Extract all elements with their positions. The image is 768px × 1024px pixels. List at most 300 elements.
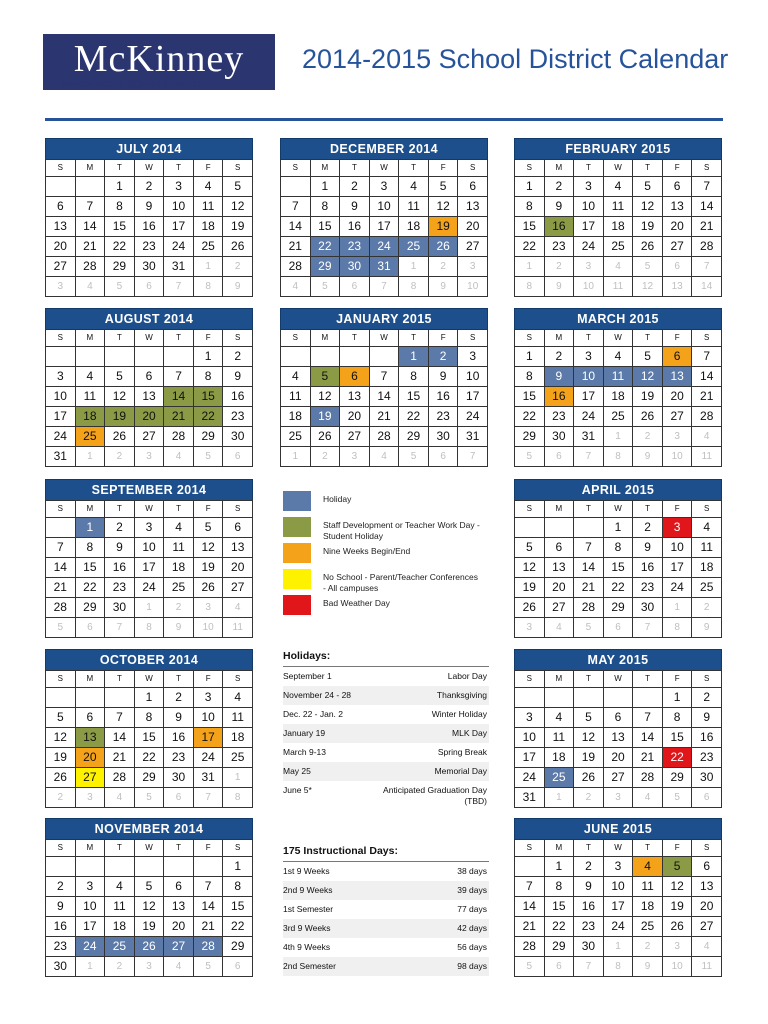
- day-cell: 3: [604, 857, 634, 877]
- weekday-header: S: [223, 330, 253, 347]
- day-cell: 1: [399, 347, 429, 367]
- day-cell: 7: [105, 708, 135, 728]
- day-cell: 8: [545, 877, 575, 897]
- day-cell: 1: [311, 177, 341, 197]
- empty-day-cell: [574, 518, 604, 538]
- weekday-header: S: [223, 160, 253, 177]
- day-cell: 21: [692, 387, 722, 407]
- day-cell: 24: [458, 407, 488, 427]
- day-cell: 2: [223, 347, 253, 367]
- next-month-day-cell: 11: [223, 618, 253, 638]
- day-cell: 13: [164, 897, 194, 917]
- next-month-day-cell: 4: [545, 618, 575, 638]
- day-cell: 23: [164, 748, 194, 768]
- day-cell: 20: [458, 217, 488, 237]
- day-cell: 27: [458, 237, 488, 257]
- weekday-header: S: [46, 840, 76, 857]
- month-title: JUNE 2015: [514, 818, 722, 839]
- day-cell: 26: [311, 427, 341, 447]
- instructional-period: 2nd Semester: [283, 961, 336, 971]
- weekday-header: W: [135, 160, 165, 177]
- day-cell: 30: [135, 257, 165, 277]
- day-cell: 8: [604, 538, 634, 558]
- weekday-header: S: [46, 330, 76, 347]
- next-month-day-cell: 5: [515, 447, 545, 467]
- next-month-day-cell: 3: [604, 788, 634, 808]
- day-cell: 10: [135, 538, 165, 558]
- month-december-2014: [280, 138, 488, 297]
- holiday-date: June 5*: [283, 785, 312, 795]
- day-cell: 28: [194, 937, 224, 957]
- next-month-day-cell: 12: [633, 277, 663, 297]
- day-cell: 6: [340, 367, 370, 387]
- weekday-header: F: [429, 160, 459, 177]
- weekday-header: S: [46, 501, 76, 518]
- weekday-header: T: [399, 160, 429, 177]
- instructional-days: 56 days: [457, 942, 487, 952]
- day-cell: 31: [46, 447, 76, 467]
- next-month-day-cell: 9: [692, 618, 722, 638]
- day-cell: 24: [574, 237, 604, 257]
- day-cell: 6: [458, 177, 488, 197]
- next-month-day-cell: 1: [135, 598, 165, 618]
- weekday-header: S: [223, 840, 253, 857]
- weekday-header: W: [604, 501, 634, 518]
- empty-day-cell: [281, 347, 311, 367]
- next-month-day-cell: 4: [692, 427, 722, 447]
- day-cell: 7: [692, 177, 722, 197]
- day-cell: 9: [340, 197, 370, 217]
- day-cell: 19: [663, 897, 693, 917]
- day-cell: 27: [545, 598, 575, 618]
- day-cell: 7: [164, 367, 194, 387]
- day-cell: 10: [76, 897, 106, 917]
- day-cell: 27: [164, 937, 194, 957]
- day-cell: 25: [633, 917, 663, 937]
- next-month-day-cell: 11: [692, 447, 722, 467]
- month-grid: [514, 159, 722, 297]
- day-cell: 30: [545, 427, 575, 447]
- day-cell: 22: [76, 578, 106, 598]
- day-cell: 9: [545, 367, 575, 387]
- next-month-day-cell: 1: [281, 447, 311, 467]
- empty-day-cell: [281, 177, 311, 197]
- day-cell: 25: [604, 407, 634, 427]
- day-cell: 6: [663, 177, 693, 197]
- instructional-period: 2nd 9 Weeks: [283, 885, 333, 895]
- weekday-header: W: [604, 160, 634, 177]
- weekday-header: T: [633, 330, 663, 347]
- next-month-day-cell: 1: [76, 957, 106, 977]
- month-title: DECEMBER 2014: [280, 138, 488, 159]
- day-cell: 24: [164, 237, 194, 257]
- weekday-header: T: [105, 501, 135, 518]
- instructional-row: [283, 938, 489, 957]
- day-cell: 12: [135, 897, 165, 917]
- day-cell: 8: [76, 538, 106, 558]
- day-cell: 13: [604, 728, 634, 748]
- header-divider: [45, 118, 723, 121]
- day-cell: 10: [164, 197, 194, 217]
- day-cell: 31: [458, 427, 488, 447]
- instructional-period: 1st 9 Weeks: [283, 866, 330, 876]
- next-month-day-cell: 10: [194, 618, 224, 638]
- next-month-day-cell: 8: [515, 277, 545, 297]
- legend-label: Staff Development or Teacher Work Day - Student Holiday: [323, 520, 480, 541]
- day-cell: 30: [105, 598, 135, 618]
- month-february-2015: [514, 138, 722, 297]
- weekday-header: W: [370, 330, 400, 347]
- next-month-day-cell: 1: [399, 257, 429, 277]
- day-cell: 9: [164, 708, 194, 728]
- next-month-day-cell: 5: [663, 788, 693, 808]
- day-cell: 29: [194, 427, 224, 447]
- month-grid: [514, 839, 722, 977]
- day-cell: 17: [574, 387, 604, 407]
- weekday-header: M: [76, 671, 106, 688]
- instructional-row: [283, 862, 489, 881]
- day-cell: 20: [46, 237, 76, 257]
- holiday-date: January 19: [283, 728, 326, 738]
- day-cell: 11: [604, 367, 634, 387]
- day-cell: 13: [692, 877, 722, 897]
- day-cell: 10: [515, 728, 545, 748]
- empty-day-cell: [135, 857, 165, 877]
- weekday-header: F: [194, 330, 224, 347]
- holiday-date: March 9-13: [283, 747, 326, 757]
- day-cell: 3: [663, 518, 693, 538]
- weekday-header: F: [663, 840, 693, 857]
- day-cell: 3: [164, 177, 194, 197]
- day-cell: 2: [429, 347, 459, 367]
- next-month-day-cell: 2: [164, 598, 194, 618]
- day-cell: 7: [370, 367, 400, 387]
- weekday-header: T: [633, 671, 663, 688]
- next-month-day-cell: 8: [135, 618, 165, 638]
- day-cell: 6: [604, 708, 634, 728]
- next-month-day-cell: 14: [692, 277, 722, 297]
- day-cell: 15: [135, 728, 165, 748]
- day-cell: 2: [545, 347, 575, 367]
- empty-day-cell: [76, 177, 106, 197]
- day-cell: 7: [633, 708, 663, 728]
- day-cell: 18: [692, 558, 722, 578]
- day-cell: 9: [105, 538, 135, 558]
- empty-day-cell: [194, 857, 224, 877]
- next-month-day-cell: 6: [223, 447, 253, 467]
- day-cell: 23: [692, 748, 722, 768]
- next-month-day-cell: 8: [604, 447, 634, 467]
- day-cell: 9: [46, 897, 76, 917]
- day-cell: 17: [194, 728, 224, 748]
- day-cell: 3: [76, 877, 106, 897]
- weekday-header: W: [604, 330, 634, 347]
- weekday-header: M: [545, 160, 575, 177]
- weekday-header: T: [105, 840, 135, 857]
- day-cell: 20: [135, 407, 165, 427]
- day-cell: 9: [545, 197, 575, 217]
- empty-day-cell: [164, 347, 194, 367]
- month-grid: [514, 329, 722, 467]
- next-month-day-cell: 11: [692, 957, 722, 977]
- weekday-header: T: [105, 671, 135, 688]
- weekday-header: T: [574, 160, 604, 177]
- weekday-header: W: [135, 671, 165, 688]
- day-cell: 26: [633, 407, 663, 427]
- day-cell: 6: [223, 518, 253, 538]
- day-cell: 13: [340, 387, 370, 407]
- day-cell: 15: [545, 897, 575, 917]
- empty-day-cell: [46, 177, 76, 197]
- weekday-header: W: [604, 671, 634, 688]
- day-cell: 2: [692, 688, 722, 708]
- day-cell: 29: [105, 257, 135, 277]
- day-cell: 16: [633, 558, 663, 578]
- day-cell: 21: [105, 748, 135, 768]
- day-cell: 23: [223, 407, 253, 427]
- day-cell: 1: [135, 688, 165, 708]
- month-title: JANUARY 2015: [280, 308, 488, 329]
- weekday-header: F: [663, 160, 693, 177]
- day-cell: 4: [604, 177, 634, 197]
- day-cell: 10: [663, 538, 693, 558]
- day-cell: 10: [458, 367, 488, 387]
- next-month-day-cell: 5: [135, 788, 165, 808]
- next-month-day-cell: 10: [574, 277, 604, 297]
- weekday-header: W: [135, 330, 165, 347]
- day-cell: 5: [633, 347, 663, 367]
- weekday-header: M: [76, 330, 106, 347]
- day-cell: 20: [340, 407, 370, 427]
- day-cell: 15: [604, 558, 634, 578]
- day-cell: 26: [223, 237, 253, 257]
- holiday-row: [283, 667, 489, 686]
- next-month-day-cell: 9: [633, 447, 663, 467]
- day-cell: 13: [663, 367, 693, 387]
- legend-swatch-staff: [283, 517, 311, 537]
- day-cell: 16: [223, 387, 253, 407]
- day-cell: 9: [574, 877, 604, 897]
- empty-day-cell: [515, 857, 545, 877]
- day-cell: 17: [515, 748, 545, 768]
- day-cell: 20: [223, 558, 253, 578]
- instructional-days: 38 days: [457, 866, 487, 876]
- holiday-name: Memorial Day: [434, 766, 487, 776]
- next-month-day-cell: 6: [76, 618, 106, 638]
- day-cell: 24: [135, 578, 165, 598]
- day-cell: 24: [46, 427, 76, 447]
- month-title: FEBRUARY 2015: [514, 138, 722, 159]
- day-cell: 8: [223, 877, 253, 897]
- logo-main-text: McKinney: [73, 38, 245, 80]
- day-cell: 12: [429, 197, 459, 217]
- empty-day-cell: [311, 347, 341, 367]
- holiday-name: Winter Holiday: [431, 709, 487, 719]
- next-month-day-cell: 7: [194, 788, 224, 808]
- day-cell: 7: [76, 197, 106, 217]
- month-title: OCTOBER 2014: [45, 649, 253, 670]
- empty-day-cell: [46, 857, 76, 877]
- day-cell: 23: [545, 237, 575, 257]
- instructional-period: 3rd 9 Weeks: [283, 923, 331, 933]
- empty-day-cell: [76, 688, 106, 708]
- holiday-row: [283, 762, 489, 781]
- day-cell: 4: [164, 518, 194, 538]
- legend-label: Holiday: [323, 494, 352, 504]
- day-cell: 2: [633, 518, 663, 538]
- day-cell: 26: [663, 917, 693, 937]
- day-cell: 19: [105, 407, 135, 427]
- day-cell: 18: [281, 407, 311, 427]
- day-cell: 20: [663, 387, 693, 407]
- month-title: SEPTEMBER 2014: [45, 479, 253, 500]
- day-cell: 22: [663, 748, 693, 768]
- day-cell: 29: [135, 768, 165, 788]
- day-cell: 2: [46, 877, 76, 897]
- day-cell: 6: [692, 857, 722, 877]
- day-cell: 19: [46, 748, 76, 768]
- day-cell: 4: [399, 177, 429, 197]
- day-cell: 1: [663, 688, 693, 708]
- day-cell: 10: [370, 197, 400, 217]
- weekday-header: S: [692, 501, 722, 518]
- legend-label: Nine Weeks Begin/End: [323, 546, 411, 556]
- day-cell: 11: [223, 708, 253, 728]
- day-cell: 29: [515, 427, 545, 447]
- day-cell: 22: [194, 407, 224, 427]
- day-cell: 29: [663, 768, 693, 788]
- day-cell: 20: [604, 748, 634, 768]
- day-cell: 24: [370, 237, 400, 257]
- day-cell: 22: [135, 748, 165, 768]
- day-cell: 18: [545, 748, 575, 768]
- day-cell: 22: [604, 578, 634, 598]
- next-month-day-cell: 9: [164, 618, 194, 638]
- day-cell: 27: [223, 578, 253, 598]
- day-cell: 12: [194, 538, 224, 558]
- empty-day-cell: [340, 347, 370, 367]
- day-cell: 26: [194, 578, 224, 598]
- day-cell: 29: [399, 427, 429, 447]
- weekday-header: T: [633, 840, 663, 857]
- holiday-name: MLK Day: [452, 728, 487, 738]
- day-cell: 13: [458, 197, 488, 217]
- day-cell: 20: [663, 217, 693, 237]
- holiday-name: Spring Break: [437, 747, 487, 757]
- day-cell: 1: [604, 518, 634, 538]
- empty-day-cell: [46, 688, 76, 708]
- day-cell: 13: [663, 197, 693, 217]
- next-month-day-cell: 5: [311, 277, 341, 297]
- next-month-day-cell: 1: [663, 598, 693, 618]
- day-cell: 5: [223, 177, 253, 197]
- month-july-2014: [45, 138, 253, 297]
- day-cell: 29: [76, 598, 106, 618]
- day-cell: 9: [429, 367, 459, 387]
- day-cell: 16: [545, 387, 575, 407]
- day-cell: 19: [633, 387, 663, 407]
- next-month-day-cell: 2: [223, 257, 253, 277]
- day-cell: 24: [194, 748, 224, 768]
- weekday-header: M: [545, 330, 575, 347]
- next-month-day-cell: 8: [399, 277, 429, 297]
- holidays-list: [283, 667, 489, 811]
- empty-day-cell: [604, 688, 634, 708]
- weekday-header: S: [458, 330, 488, 347]
- weekday-header: F: [194, 160, 224, 177]
- day-cell: 19: [194, 558, 224, 578]
- day-cell: 12: [515, 558, 545, 578]
- holiday-date: May 25: [283, 766, 311, 776]
- next-month-day-cell: 3: [340, 447, 370, 467]
- next-month-day-cell: 5: [194, 447, 224, 467]
- day-cell: 30: [429, 427, 459, 447]
- day-cell: 20: [545, 578, 575, 598]
- day-cell: 4: [194, 177, 224, 197]
- weekday-header: T: [574, 671, 604, 688]
- month-grid: [280, 159, 488, 297]
- day-cell: 2: [340, 177, 370, 197]
- day-cell: 14: [76, 217, 106, 237]
- logo-subtitle: Independent School District: [62, 78, 202, 90]
- day-cell: 24: [604, 917, 634, 937]
- day-cell: 15: [515, 217, 545, 237]
- next-month-day-cell: 9: [429, 277, 459, 297]
- day-cell: 28: [76, 257, 106, 277]
- holiday-date: Dec. 22 - Jan. 2: [283, 709, 344, 719]
- next-month-day-cell: 3: [135, 957, 165, 977]
- next-month-day-cell: 7: [574, 957, 604, 977]
- day-cell: 21: [46, 578, 76, 598]
- day-cell: 14: [692, 197, 722, 217]
- day-cell: 23: [574, 917, 604, 937]
- weekday-header: S: [515, 501, 545, 518]
- day-cell: 5: [46, 708, 76, 728]
- weekday-header: S: [692, 671, 722, 688]
- day-cell: 20: [76, 748, 106, 768]
- day-cell: 6: [545, 538, 575, 558]
- next-month-day-cell: 6: [340, 277, 370, 297]
- next-month-day-cell: 3: [46, 277, 76, 297]
- weekday-header: M: [76, 501, 106, 518]
- day-cell: 5: [515, 538, 545, 558]
- day-cell: 25: [545, 768, 575, 788]
- weekday-header: W: [370, 160, 400, 177]
- day-cell: 30: [340, 257, 370, 277]
- day-cell: 17: [458, 387, 488, 407]
- day-cell: 10: [574, 197, 604, 217]
- weekday-header: S: [223, 671, 253, 688]
- day-cell: 16: [429, 387, 459, 407]
- day-cell: 27: [46, 257, 76, 277]
- day-cell: 21: [281, 237, 311, 257]
- next-month-day-cell: 7: [574, 447, 604, 467]
- day-cell: 21: [76, 237, 106, 257]
- weekday-header: T: [105, 160, 135, 177]
- day-cell: 15: [223, 897, 253, 917]
- day-cell: 17: [135, 558, 165, 578]
- day-cell: 25: [281, 427, 311, 447]
- weekday-header: M: [545, 501, 575, 518]
- next-month-day-cell: 2: [311, 447, 341, 467]
- day-cell: 27: [663, 407, 693, 427]
- day-cell: 13: [76, 728, 106, 748]
- day-cell: 8: [663, 708, 693, 728]
- day-cell: 7: [281, 197, 311, 217]
- day-cell: 3: [574, 177, 604, 197]
- day-cell: 28: [46, 598, 76, 618]
- legend: [283, 491, 483, 621]
